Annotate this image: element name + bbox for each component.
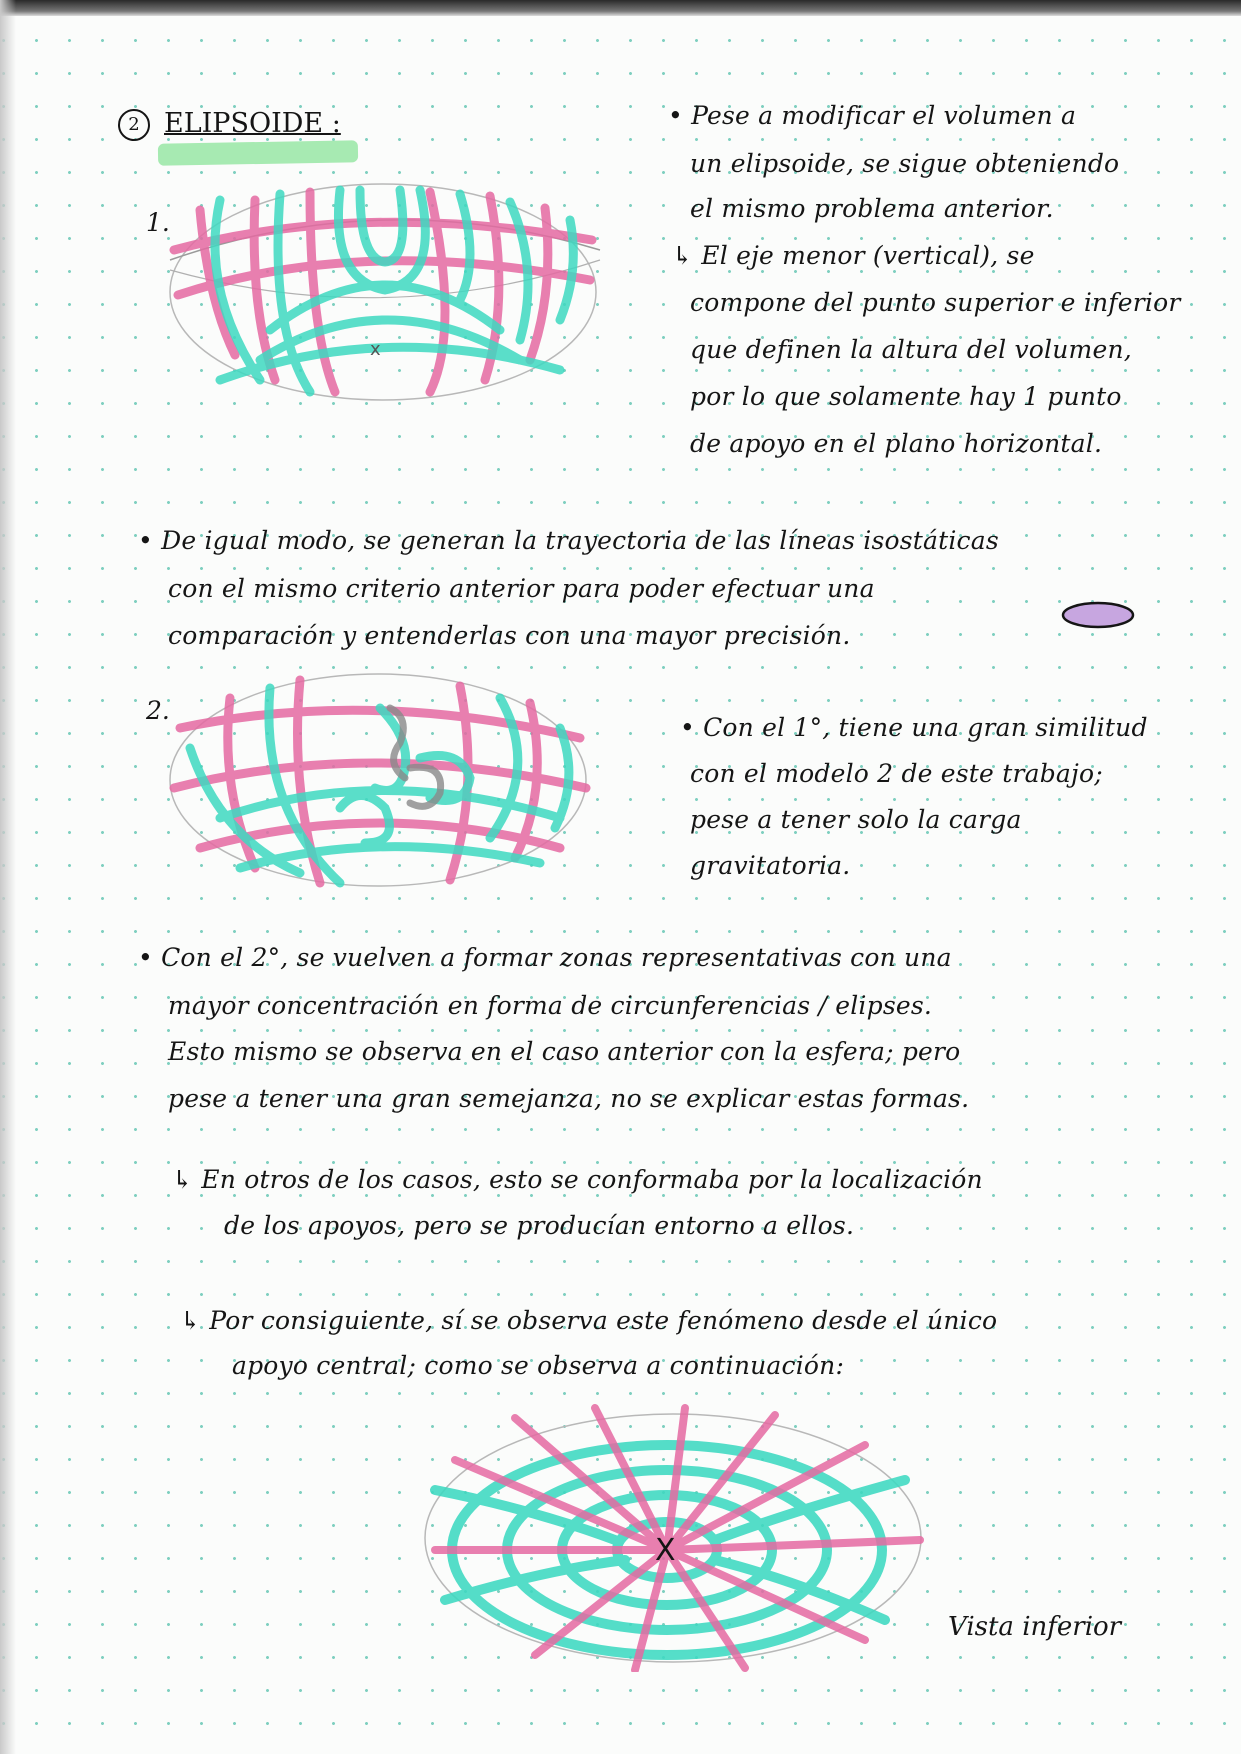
note-1-line-1: • Pese a modificar el volumen a [668, 101, 1077, 130]
figure-2-label: 2. [146, 696, 170, 725]
section-number: 2 [118, 109, 150, 141]
section-title: ELIPSOIDE : [164, 108, 341, 139]
figure-1-label: 1. [146, 208, 170, 237]
paragraph-2-line-4: pese a tener una gran semejanza, no se explicar estas formas. [168, 1084, 970, 1113]
paragraph-2-line-3: Esto mismo se observa en el caso anterior con la esfera; pero [168, 1037, 961, 1066]
arrow-note-2-line-2: apoyo central; como se observa a continuación: [232, 1351, 845, 1380]
section-heading [118, 108, 341, 141]
paragraph-2-line-2: mayor concentración en forma de circunferencias / elipses. [168, 991, 933, 1020]
note-2-line-4: gravitatoria. [690, 851, 851, 880]
arrow-note-1-line-1: ↳ En otros de los casos, esto se conformaba por la localización [172, 1165, 983, 1194]
arrow-note-2-line-1: ↳ Por consiguiente, sí se observa este fenómeno desde el único [180, 1306, 998, 1335]
note-1-line-2: un elipsoide, se sigue obteniendo [690, 149, 1120, 178]
paragraph-1-line-1: • De igual modo, se generan la trayectoria de las líneas isostáticas [138, 526, 999, 555]
title-highlight [158, 140, 358, 165]
note-2-line-3: pese a tener solo la carga [690, 805, 1022, 834]
figure-caption: Vista inferior [948, 1612, 1122, 1642]
ellipsoid-sketch-2 [160, 668, 600, 898]
paragraph-1-line-3: comparación y entenderlas con una mayor precisión. [168, 621, 851, 650]
svg-text:x: x [370, 339, 381, 360]
page-left-shadow [0, 0, 16, 1754]
note-2-line-1: • Con el 1°, tiene una gran similitud [680, 713, 1148, 742]
note-1-line-5: compone del punto superior e inferior [690, 288, 1181, 317]
note-1-line-6: que definen la altura del volumen, [690, 335, 1132, 364]
paragraph-2-line-1: • Con el 2°, se vuelven a formar zonas representativas con una [138, 943, 952, 972]
note-1-line-7: por lo que solamente hay 1 punto [690, 382, 1122, 411]
note-1-line-4: ↳ El eje menor (vertical), se [672, 241, 1035, 270]
small-ellipse-icon [1058, 598, 1138, 632]
ellipsoid-sketch-1 [160, 180, 610, 415]
note-1-line-8: de apoyo en el plano horizontal. [690, 429, 1103, 458]
note-1-line-3: el mismo problema anterior. [690, 194, 1054, 223]
paragraph-1-line-2: con el mismo criterio anterior para poder efectuar una [168, 574, 875, 603]
center-support-mark: X [655, 1533, 676, 1568]
note-2-line-2: con el modelo 2 de este trabajo; [690, 759, 1103, 788]
arrow-note-1-line-2: de los apoyos, pero se producían entorno a ellos. [224, 1211, 855, 1240]
page-edge-shadow [0, 0, 1241, 16]
ellipsoid-bottom-view [415, 1400, 935, 1672]
